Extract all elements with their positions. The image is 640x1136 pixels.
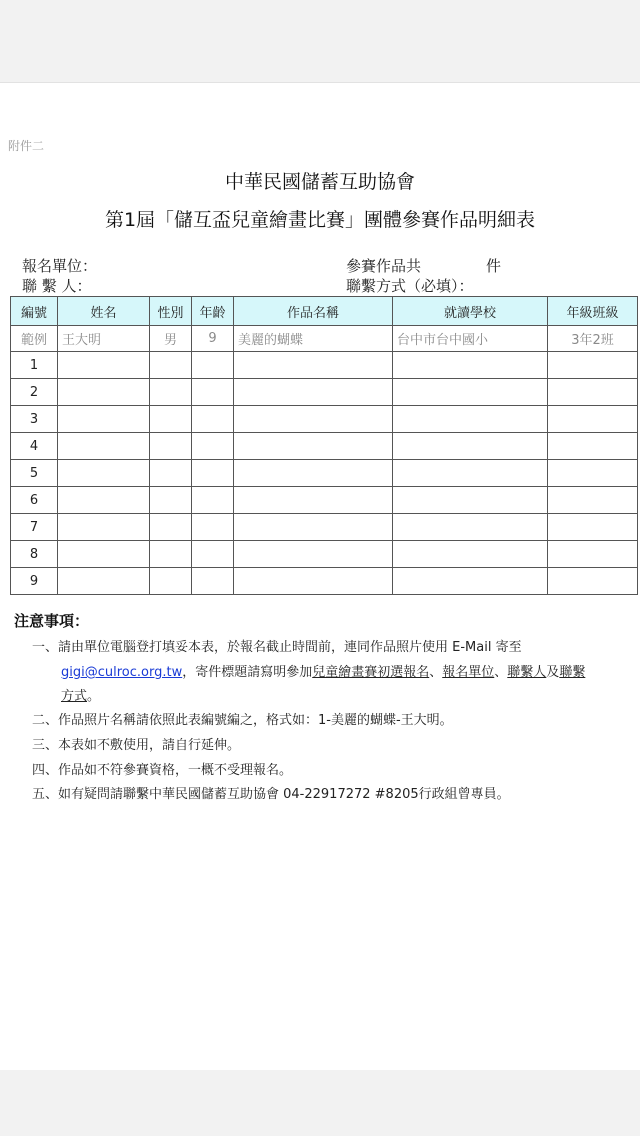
note-3: 三、本表如不敷使用，請自行延伸。 [32, 738, 241, 753]
age-cell[interactable] [192, 460, 234, 487]
name-cell[interactable] [58, 460, 150, 487]
table-row [11, 379, 638, 406]
age-cell[interactable] [192, 568, 234, 595]
gender-cell[interactable] [150, 460, 192, 487]
note-1-text: 一、請由單位電腦登打填妥本表，於報名截止時間前，連同作品照片使用 E-Mail 寄至 [32, 640, 522, 655]
artwork-title-cell[interactable] [234, 406, 393, 433]
name-cell[interactable] [58, 487, 150, 514]
row-number: 9 [11, 568, 58, 595]
table-row [11, 406, 638, 433]
age-cell[interactable] [192, 487, 234, 514]
name-cell[interactable] [58, 379, 150, 406]
gender-cell[interactable] [150, 433, 192, 460]
note-1-underline-3: 聯繫人 [507, 665, 547, 680]
artwork-title-cell[interactable] [234, 541, 393, 568]
artwork-title-cell[interactable] [234, 514, 393, 541]
grade-class-cell[interactable] [548, 406, 638, 433]
table-row [11, 541, 638, 568]
example-number: 範例 [11, 326, 58, 352]
entries-table [10, 296, 638, 595]
header-artwork-title: 作品名稱 [234, 297, 393, 326]
header-school: 就讀學校 [393, 297, 548, 326]
artwork-title-cell[interactable] [234, 379, 393, 406]
note-1-underline-5: 方式 [61, 689, 88, 704]
school-cell[interactable] [393, 460, 548, 487]
grade-class-cell[interactable] [548, 433, 638, 460]
entry-count-label: 參賽作品共 [346, 257, 422, 275]
gender-cell[interactable] [150, 568, 192, 595]
note-1-sep-2: 、 [494, 665, 508, 680]
header-name: 姓名 [58, 297, 150, 326]
school-cell[interactable] [393, 514, 548, 541]
entry-count-unit: 件 [486, 257, 502, 275]
artwork-title-cell[interactable] [234, 352, 393, 379]
bottom-bar [0, 1070, 640, 1136]
school-cell[interactable] [393, 406, 548, 433]
document-page[interactable] [0, 82, 640, 1072]
gender-cell[interactable] [150, 352, 192, 379]
note-1-mid: ，寄件標題請寫明參加 [182, 665, 313, 680]
artwork-title-cell[interactable] [234, 487, 393, 514]
grade-class-cell[interactable] [548, 541, 638, 568]
contact-method-label: 聯繫方式（必填）： [346, 277, 474, 295]
school-cell[interactable] [393, 487, 548, 514]
table-row [11, 568, 638, 595]
row-number: 3 [11, 406, 58, 433]
unit-field-label: 報名單位： [22, 257, 98, 275]
row-number: 4 [11, 433, 58, 460]
email-link[interactable]: gigi@culroc.org.tw [61, 665, 183, 680]
school-cell[interactable] [393, 568, 548, 595]
header-grade-class: 年級班級 [548, 297, 638, 326]
note-1-sep-1: 、 [429, 665, 443, 680]
gender-cell[interactable] [150, 541, 192, 568]
table-header-row [11, 297, 638, 326]
gender-cell[interactable] [150, 406, 192, 433]
table-row [11, 352, 638, 379]
name-cell[interactable] [58, 406, 150, 433]
gender-cell[interactable] [150, 487, 192, 514]
document-title: 第1屆「儲互盃兒童繪畫比賽」團體參賽作品明細表 [104, 209, 536, 231]
gender-cell[interactable] [150, 514, 192, 541]
age-cell[interactable] [192, 406, 234, 433]
row-number: 7 [11, 514, 58, 541]
age-cell[interactable] [192, 433, 234, 460]
note-1-underline-2: 報名單位 [442, 665, 495, 680]
table-row [11, 514, 638, 541]
row-number: 1 [11, 352, 58, 379]
contact-field-label: 聯 繫 人： [22, 277, 92, 295]
row-number: 6 [11, 487, 58, 514]
age-cell[interactable] [192, 352, 234, 379]
age-cell[interactable] [192, 379, 234, 406]
age-cell[interactable] [192, 514, 234, 541]
school-cell[interactable] [393, 541, 548, 568]
school-cell[interactable] [393, 379, 548, 406]
example-row [11, 326, 638, 352]
example-name: 王大明 [58, 326, 150, 352]
grade-class-cell[interactable] [548, 487, 638, 514]
organization-title: 中華民國儲蓄互助協會 [224, 171, 415, 193]
table-row [11, 460, 638, 487]
grade-class-cell[interactable] [548, 460, 638, 487]
grade-class-cell[interactable] [548, 514, 638, 541]
age-cell[interactable] [192, 541, 234, 568]
example-school: 台中市台中國小 [393, 326, 548, 352]
school-cell[interactable] [393, 433, 548, 460]
notes-title: 注意事項： [14, 612, 90, 630]
note-1-end: 。 [87, 689, 101, 704]
note-1-and: 及 [546, 665, 560, 680]
grade-class-cell[interactable] [548, 568, 638, 595]
header-number: 編號 [11, 297, 58, 326]
name-cell[interactable] [58, 568, 150, 595]
example-grade-class: 3年2班 [548, 326, 638, 352]
example-age: 9 [192, 326, 234, 352]
artwork-title-cell[interactable] [234, 460, 393, 487]
name-cell[interactable] [58, 433, 150, 460]
note-1-underline-1: 兒童繪畫賽初選報名 [312, 665, 430, 680]
name-cell[interactable] [58, 541, 150, 568]
note-1-line-3 [61, 685, 100, 704]
table-row [11, 433, 638, 460]
top-bar [0, 0, 640, 82]
note-4: 四、作品如不符參賽資格，一概不受理報名。 [32, 763, 293, 778]
header-gender: 性別 [150, 297, 192, 326]
grade-class-cell[interactable] [548, 352, 638, 379]
name-cell[interactable] [58, 514, 150, 541]
artwork-title-cell[interactable] [234, 568, 393, 595]
attachment-label: 附件二 [8, 139, 45, 153]
gender-cell[interactable] [150, 379, 192, 406]
note-5: 五、如有疑問請聯繫中華民國儲蓄互助協會 04-22917272 #8205行政組曾專員。 [32, 787, 510, 802]
artwork-title-cell[interactable] [234, 433, 393, 460]
row-number: 2 [11, 379, 58, 406]
row-number: 8 [11, 541, 58, 568]
row-number: 5 [11, 460, 58, 487]
header-age: 年齡 [192, 297, 234, 326]
note-1-line-2 [61, 661, 585, 680]
school-cell[interactable] [393, 352, 548, 379]
example-gender: 男 [150, 326, 192, 352]
table-row [11, 487, 638, 514]
note-2: 二、作品照片名稱請依照此表編號編之，格式如：1-美麗的蝴蝶-王大明。 [32, 713, 453, 728]
grade-class-cell[interactable] [548, 379, 638, 406]
note-1 [32, 636, 522, 655]
name-cell[interactable] [58, 352, 150, 379]
note-1-underline-4: 聯繫 [559, 665, 586, 680]
example-artwork-title: 美麗的蝴蝶 [234, 326, 393, 352]
